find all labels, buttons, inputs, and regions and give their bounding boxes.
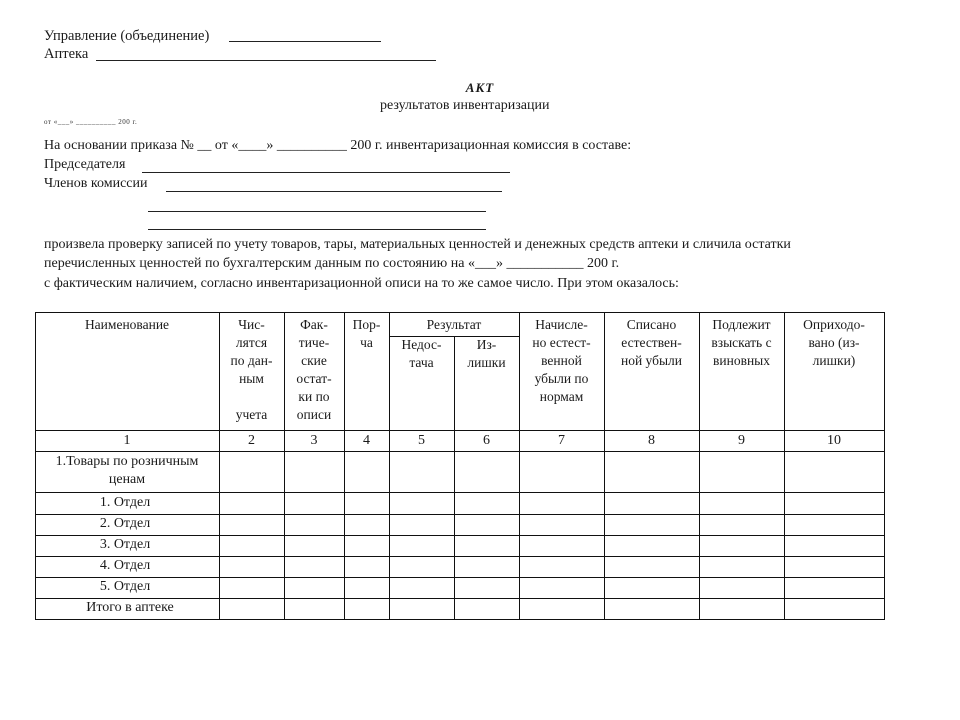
members-blank-2 <box>148 211 486 212</box>
body-line-3: с фактическим наличием, согласно инвентаризационной описи на то же самое число. При этом оказалось: <box>44 276 679 291</box>
members-label: Членов комиссии <box>44 176 148 191</box>
table-border-bottom <box>35 619 885 620</box>
act-subtitle: результатов инвентаризации <box>380 98 550 113</box>
pharmacy-label: Аптека <box>44 46 89 62</box>
basis-text: На основании приказа № __ от «____» __________ 200 г. инвентаризационная комиссия в составе: <box>44 138 632 153</box>
body-line-2: перечисленных ценностей по бухгалтерским данным по состоянию на «___» ___________ 200 г. <box>44 256 620 271</box>
header-actual: Фак- тиче- ские остат- ки по описи <box>296 317 332 422</box>
col-number: 8 <box>648 433 655 448</box>
numbers-bottom <box>35 451 885 452</box>
col-number: 10 <box>827 433 841 448</box>
col-number: 7 <box>558 433 565 448</box>
header-shortage: Недос- тача <box>401 337 442 370</box>
col-number: 9 <box>738 433 745 448</box>
row-label-dept-5: 5. Отдел <box>99 579 151 594</box>
act-date: от «___» __________ 200 г. <box>44 118 138 126</box>
header-spoilage: Пор- ча <box>352 317 381 350</box>
header-accrued: Начисле- но естест- венной убыли по нормам <box>532 317 591 404</box>
col-number: 4 <box>363 433 370 448</box>
row-label-dept-2: 2. Отдел <box>99 516 151 531</box>
chairman-label: Председателя <box>44 157 126 172</box>
body-line-1: произвела проверку записей по учету товаров, тары, материальных ценностей и денежных средств аптеки и сличила остатки <box>44 237 791 252</box>
members-blank-1 <box>166 191 502 192</box>
table-border-left <box>35 312 36 620</box>
chairman-line <box>44 157 125 173</box>
header-result: Результат <box>426 317 482 332</box>
header-book: Чис- лятся по дан- ным учета <box>230 317 273 422</box>
chairman-blank <box>142 172 510 173</box>
header-received: Оприходо- вано (из- лишки) <box>803 317 865 368</box>
col-line-3 <box>344 312 345 620</box>
header-surplus: Из- лишки <box>467 337 506 370</box>
col-number: 1 <box>123 433 131 448</box>
header-bottom <box>35 430 885 431</box>
management-label: Управление (объединение) <box>44 28 210 44</box>
management-blank <box>229 41 381 42</box>
pharmacy-blank <box>96 60 436 61</box>
pharmacy-line <box>44 46 88 63</box>
col-number: 6 <box>483 433 490 448</box>
col-number: 3 <box>310 433 318 448</box>
row-label-dept-3: 3. Отдел <box>99 537 151 552</box>
inventory-table <box>35 312 885 620</box>
management-line <box>44 28 209 45</box>
row-label-dept-1: 1. Отдел <box>99 495 151 510</box>
members-line <box>44 176 148 192</box>
header-name: Наименование <box>84 317 170 332</box>
col-number: 5 <box>418 433 425 448</box>
members-blank-3 <box>148 229 486 230</box>
row-label-total: Итого в аптеке <box>86 600 174 615</box>
table-border-top <box>35 312 885 313</box>
header-written-off: Списано естествен- ной убыли <box>620 317 683 368</box>
table-border-right <box>884 312 885 620</box>
row-label-goods: 1.Товары по розничным ценам <box>55 454 199 487</box>
row-label-dept-4: 4. Отдел <box>99 558 151 573</box>
act-title: АКТ <box>465 80 495 95</box>
header-recover: Подлежит взыскать с виновных <box>711 317 772 368</box>
col-number: 2 <box>248 433 255 448</box>
